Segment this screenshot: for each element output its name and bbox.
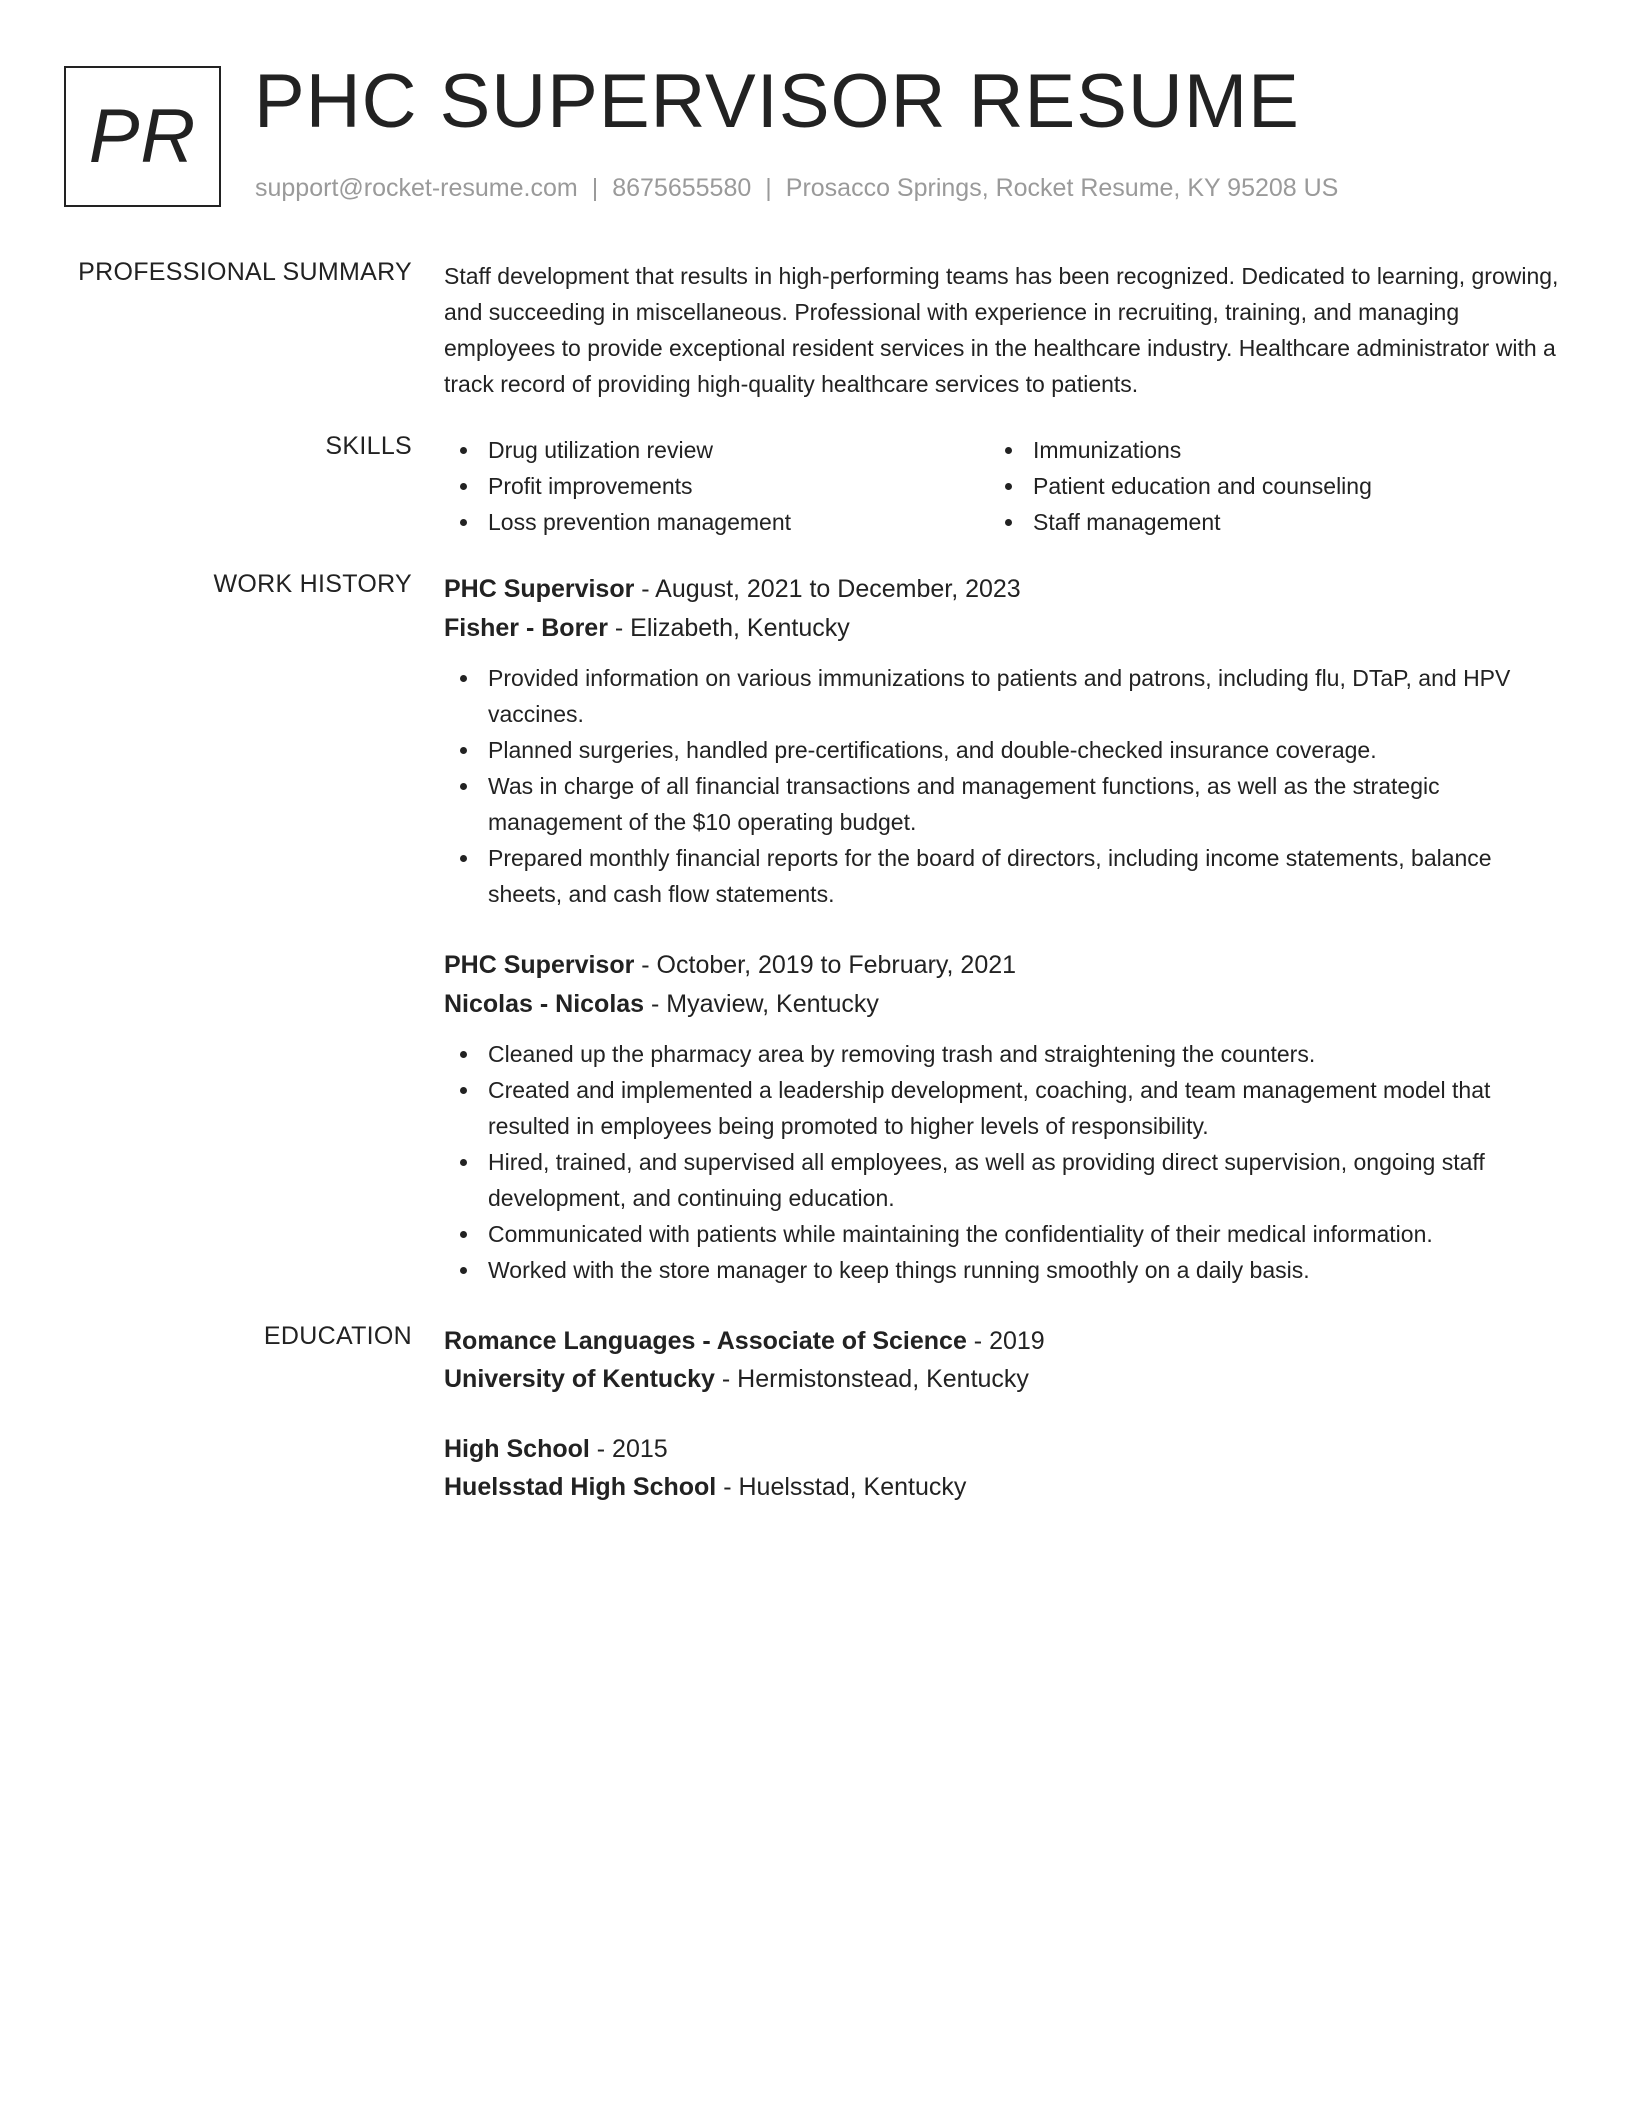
resume-header <box>64 59 1584 212</box>
skill-item: Staff management <box>989 504 1534 540</box>
skill-item: Immunizations <box>989 432 1534 468</box>
skill-item: Profit improvements <box>444 468 989 504</box>
education-school-line <box>444 1360 1560 1398</box>
summary-body <box>444 258 1560 402</box>
job-bullet: Communicated with patients while maintaining the confidentiality of their medical information. <box>444 1216 1560 1252</box>
contact-email: support@rocket-resume.com <box>255 174 578 202</box>
section-label-summary: PROFESSIONAL SUMMARY <box>78 258 412 286</box>
education-degree-line <box>444 1322 1560 1360</box>
job-company-line <box>444 608 1560 648</box>
contact-separator: | <box>591 174 599 202</box>
job-dates: - August, 2021 to December, 2023 <box>634 575 1021 603</box>
summary-text: Staff development that results in high-performing teams has been recognized. Dedicated to learning, growing, and succeeding in miscellaneous. Professional with experience in recruiting, training, and managing employees to provide exceptional resident services in the healthcare industry. Healthcare administrator with a track record of providing high-quality healthcare services to patients. <box>444 263 1559 397</box>
education-school-line <box>444 1468 1560 1506</box>
job-bullet: Worked with the store manager to keep things running smoothly on a daily basis. <box>444 1252 1560 1288</box>
contact-phone: 8675655580 <box>612 174 752 202</box>
job-location: - Myaview, Kentucky <box>644 990 879 1018</box>
job-title-line <box>444 570 1560 608</box>
skill-item: Loss prevention management <box>444 504 989 540</box>
job-title: PHC Supervisor <box>444 575 635 603</box>
education-degree: Romance Languages - Associate of Science <box>444 1327 967 1355</box>
job-title-line <box>444 946 1560 984</box>
education-school: University of Kentucky <box>444 1365 715 1393</box>
education-entry <box>444 1430 1560 1506</box>
monogram-initials: PR <box>88 94 197 179</box>
education-entry <box>444 1322 1560 1398</box>
job-bullet: Prepared monthly financial reports for the board of directors, including income statements, balance sheets, and cash flow statements. <box>444 840 1560 912</box>
job-entry <box>444 946 1560 1288</box>
section-label-education: EDUCATION <box>263 1322 412 1350</box>
education-year: - 2015 <box>589 1435 668 1463</box>
job-bullet-list <box>444 1036 1560 1288</box>
skill-item: Patient education and counseling <box>989 468 1534 504</box>
job-bullet: Created and implemented a leadership development, coaching, and team management model that resulted in employees being promoted to higher levels of responsibility. <box>444 1072 1560 1144</box>
education-year: - 2019 <box>966 1327 1045 1355</box>
education-location: - Huelsstad, Kentucky <box>716 1473 967 1501</box>
contact-line <box>255 174 1338 203</box>
job-bullet: Provided information on various immunizations to patients and patrons, including flu, DTaP, and HPV vaccines. <box>444 660 1560 732</box>
contact-separator: | <box>765 174 772 202</box>
education-location: - Hermistonstead, Kentucky <box>714 1365 1029 1393</box>
job-location: - Elizabeth, Kentucky <box>607 614 850 642</box>
education-school: Huelsstad High School <box>444 1473 717 1501</box>
job-title: PHC Supervisor <box>444 951 635 979</box>
job-bullet: Cleaned up the pharmacy area by removing trash and straightening the counters. <box>444 1036 1560 1072</box>
skills-list-left <box>444 432 989 540</box>
job-company: Fisher - Borer <box>444 614 608 642</box>
skill-item: Drug utilization review <box>444 432 989 468</box>
education-degree-line <box>444 1430 1560 1468</box>
skills-body <box>444 432 1560 540</box>
job-dates: - October, 2019 to February, 2021 <box>634 951 1017 979</box>
job-bullet: Was in charge of all financial transactions and management functions, as well as the strategic management of the $10 operating budget. <box>444 768 1560 840</box>
section-label-work-history: WORK HISTORY <box>213 570 412 598</box>
job-company: Nicolas - Nicolas <box>444 990 645 1018</box>
section-label-skills: SKILLS <box>325 432 412 460</box>
resume-title: PHC SUPERVISOR RESUME <box>254 59 1300 144</box>
contact-address: Prosacco Springs, Rocket Resume, KY 95208 US <box>785 174 1339 202</box>
monogram-box <box>64 66 221 207</box>
job-bullet: Hired, trained, and supervised all employees, as well as providing direct supervision, ongoing staff development, and continuing education. <box>444 1144 1560 1216</box>
skills-list-right <box>989 432 1534 540</box>
job-company-line <box>444 984 1560 1024</box>
education-degree: High School <box>444 1435 590 1463</box>
job-bullet-list <box>444 660 1560 912</box>
job-entry <box>444 570 1560 912</box>
job-bullet: Planned surgeries, handled pre-certifications, and double-checked insurance coverage. <box>444 732 1560 768</box>
